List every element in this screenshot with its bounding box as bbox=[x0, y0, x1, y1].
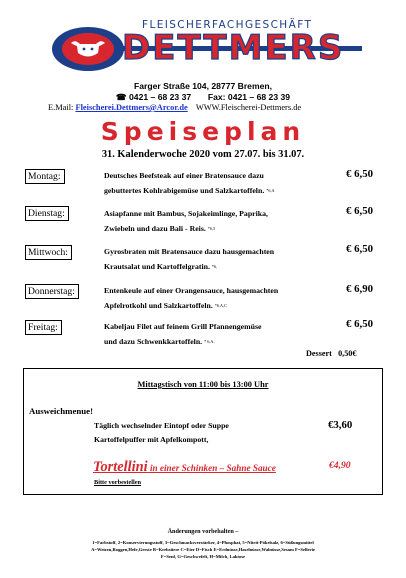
dish-text: Gyrosbraten mit Bratensauce dazu hausgemachten Krautsalat und Kartoffelgratin. $^{*6,}$ bbox=[104, 247, 275, 271]
alternative-dish: Täglich wechselnder Eintopf oder Suppe Kartoffelpuffer mit Apfelkompott, bbox=[94, 421, 229, 444]
dish-price: € 6,50 bbox=[346, 205, 373, 217]
dish-price: € 6,50 bbox=[346, 168, 373, 180]
additives-legend: 1=Farbstoff, 2=Konservierungsstoff, 3=Geschmacksverstärker, 4=Phosphat, 5=Nitrit-Pökelsalz, 6=Süßungsmittel bbox=[92, 540, 314, 545]
week-subtitle: 31. Kalenderwoche 2020 vom 27.07. bis 31.07. bbox=[101, 149, 305, 160]
day-label: Dienstag: bbox=[25, 206, 69, 221]
lunch-hours: Mittagstisch von 11:00 bis 13:00 Uhr bbox=[137, 380, 269, 389]
allergens-legend-cont: F=Senf, G=Geschwefelt, H=Milch, Laktose bbox=[160, 554, 246, 559]
dessert-line: Dessert 0,50€ bbox=[306, 349, 357, 358]
alternative-price: €3,60 bbox=[328, 419, 353, 431]
allergens-legend: A=Weizen,Roggen,Hefe,Gerste B=Krebstiere C=Eier D=Fisch E=Erdnüsse,Haselnüsse,Walnüsse,Sesam F=Sellerie bbox=[91, 547, 315, 552]
special-dish: Tortellini in einer Schinken – Sahne Sauce €4,90 bbox=[93, 459, 351, 475]
page-title: Speiseplan bbox=[100, 117, 306, 146]
footer-heading: Änderungen vorbehalten – bbox=[167, 528, 239, 535]
company-logo bbox=[52, 19, 362, 79]
day-label: Freitag: bbox=[25, 320, 62, 335]
dessert-price: 0,50€ bbox=[338, 349, 357, 358]
telephone-icon: ☎ bbox=[115, 92, 127, 102]
day-label: Montag: bbox=[25, 169, 65, 184]
day-label: Donnerstag: bbox=[25, 284, 79, 299]
dish-price: € 6,50 bbox=[346, 243, 373, 255]
lunch-box bbox=[23, 368, 383, 495]
logo-wordmark: DETTMERS bbox=[122, 28, 345, 68]
dish-text: Deutsches Beefsteak auf einer Bratensauce dazu gebuttertes Kohlrabigemüse und Salzkartoffeln. $^{*6,A}$ bbox=[104, 171, 275, 195]
phone-fax-line: ☎ 0421 – 68 23 37 Fax: 0421 – 68 23 39 bbox=[115, 92, 291, 102]
day-label: Mittwoch: bbox=[25, 245, 72, 260]
website-text: WWW.Fleischerei-Dettmers.de bbox=[195, 103, 302, 112]
email-link[interactable]: Fleischerei.Dettmers@Arcor.de bbox=[75, 103, 188, 112]
dish-text: Asiapfanne mit Bambus, Sojakeimlinge, Paprika, Zwiebeln und dazu Bali - Reis. $^{*6,5}$ bbox=[104, 209, 268, 233]
bull-icon bbox=[69, 39, 107, 59]
special-price: €4,90 bbox=[329, 460, 351, 471]
preorder-note: Bitte vorbestellen bbox=[94, 479, 142, 486]
dish-text: Entenkeule auf einer Orangensauce, hausgemachten Apfelrotkohl und Salzkartoffeln. $^{*6,A,C}$ bbox=[104, 286, 279, 310]
shop-address: Farger Straße 104, 28777 Bremen, bbox=[133, 81, 273, 91]
email-line: E.Mail: Fleischerei.Dettmers@Arcor.de WWW.Fleischerei-Dettmers.de bbox=[48, 103, 302, 112]
alternative-heading: Ausweichmenue! bbox=[29, 406, 94, 416]
dish-text: Kabeljau Filet auf feinem Grill Pfannengemüse und dazu Schwenkkartoffeln. $^{* 6,A,}$ bbox=[104, 322, 262, 346]
dish-price: € 6,90 bbox=[346, 283, 373, 295]
logo-oval bbox=[52, 27, 124, 71]
dish-price: € 6,50 bbox=[346, 318, 373, 330]
logo-tagline: FLEISCHERFACHGESCHÄFT bbox=[142, 19, 313, 31]
